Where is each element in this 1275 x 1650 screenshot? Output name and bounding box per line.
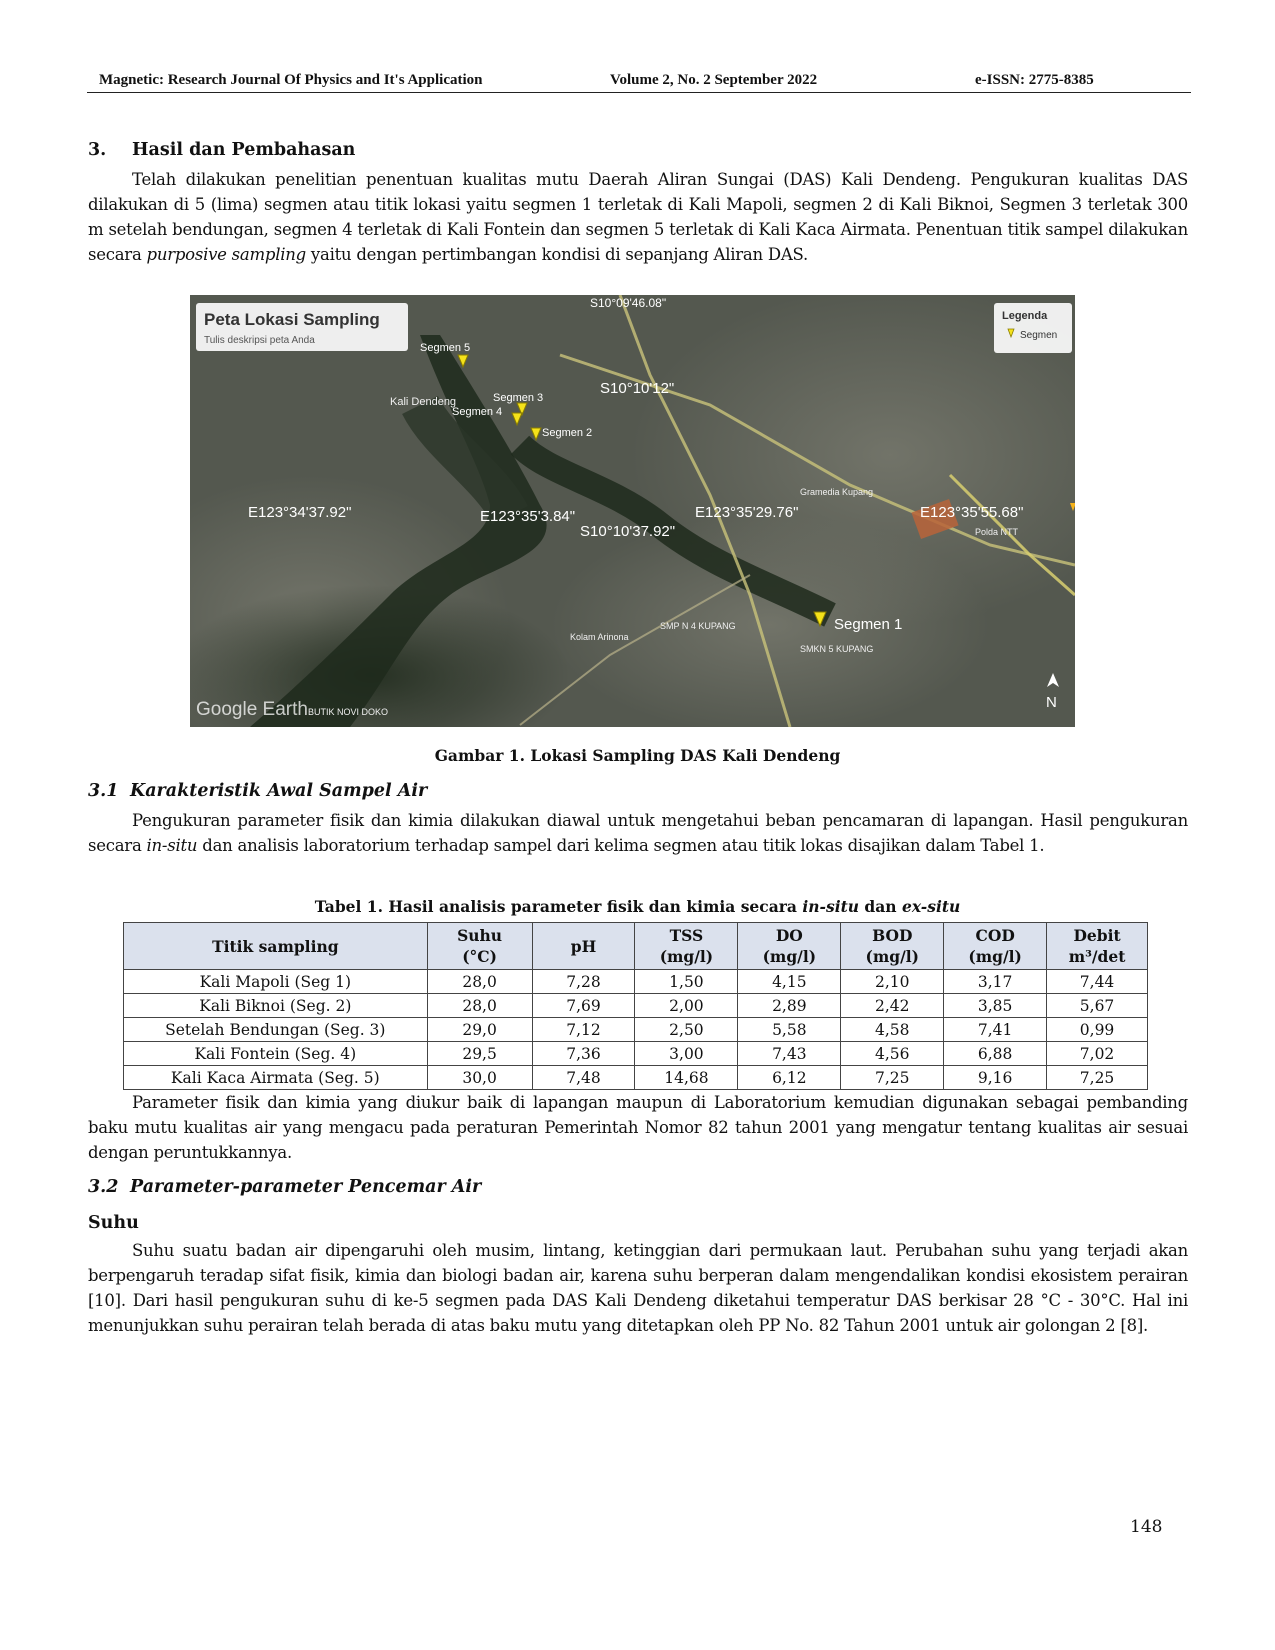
table-row: [124, 1066, 1148, 1090]
table-cell: Kali Mapoli (Seg 1): [124, 970, 428, 994]
header-cell: BOD (mg/l): [841, 923, 944, 970]
table-caption: [0, 897, 1275, 916]
coord-label: S10°10'12": [600, 380, 675, 397]
paragraph-text-end: dan analisis laboratorium terhadap sampel dari kelima segmen atau titik lokas disajikan dalam Tabel 1.: [197, 836, 1045, 855]
place-kali-dendeng: Kali Dendeng: [390, 396, 457, 408]
table-cell: 29,5: [427, 1042, 532, 1066]
header-cell: TSS (mg/l): [635, 923, 738, 970]
map-title: Peta Lokasi Sampling: [204, 310, 380, 329]
table-cell: 3,85: [944, 994, 1047, 1018]
page-number: 148: [1130, 1517, 1163, 1537]
coord-label: E123°35'3.84": [480, 508, 576, 525]
section-number: 3.: [88, 140, 107, 160]
table-cell: 7,28: [532, 970, 635, 994]
after-table-paragraph: [88, 1090, 1188, 1165]
table-cell: 2,00: [635, 994, 738, 1018]
place-gramedia: Gramedia Kupang: [800, 487, 874, 497]
paragraph-text: Telah dilakukan penelitian penentuan kualitas mutu Daerah Aliran Sungai (DAS) Kali Dendeng. Pengukuran kualitas DAS dilakukan di 5 (lima) segmen atau titik lokasi yaitu segmen 1 terletak di Kali Mapoli, segmen 2 di Kali Biknoi, Segmen 3 terletak 300 m setelah bendungan, segmen 4 terletak di Kali Fontein dan segmen 5 terletak di Kali Kaca Airmata. Penentuan titik sampel dilakukan secara: [88, 170, 1188, 264]
table-cell: 4,58: [841, 1018, 944, 1042]
coord-label: S10°09'46.08": [590, 296, 667, 310]
table-cell: 7,41: [944, 1018, 1047, 1042]
table-cell: 4,56: [841, 1042, 944, 1066]
header-cell: pH: [532, 923, 635, 970]
coord-label: E123°35'29.76": [695, 504, 799, 521]
label-segmen-5: Segmen 5: [420, 342, 471, 354]
table-cell: Kali Fontein (Seg. 4): [124, 1042, 428, 1066]
header-cell: DO (mg/l): [738, 923, 841, 970]
sampling-location-map: [190, 295, 1075, 727]
section-3-heading: [88, 140, 1188, 160]
paragraph-text: Parameter fisik dan kimia yang diukur baik di lapangan maupun di Laboratorium kemudian digunakan sebagai pembanding baku mutu kualitas air yang mengacu pada peraturan Pemerintah Nomor 82 tahun 2001 yang mengatur tentang kualitas air sesuai dengan peruntukkannya.: [88, 1093, 1188, 1162]
table-cell: Kali Biknoi (Seg. 2): [124, 994, 428, 1018]
legend-title: Legenda: [1002, 310, 1048, 322]
table-cell: 7,25: [1047, 1066, 1148, 1090]
paragraph-emphasis: in-situ: [146, 836, 198, 855]
place-kolam: Kolam Arinona: [570, 632, 629, 642]
place-polda: Polda NTT: [975, 527, 1019, 537]
paragraph-text: Pengukuran parameter fisik dan kimia dilakukan diawal untuk mengetahui beban pencamaran di lapangan. Hasil pengukuran secara: [88, 811, 1188, 855]
subsection-number: 3.1: [88, 781, 119, 801]
issn: e-ISSN: 2775-8385: [975, 72, 1094, 88]
header-cell: Titik sampling: [124, 923, 428, 970]
section-3-1-paragraph: [88, 808, 1188, 858]
table-cell: 7,02: [1047, 1042, 1148, 1066]
table-cell: 7,44: [1047, 970, 1148, 994]
label-segmen-2: Segmen 2: [542, 427, 593, 439]
table-cell: 2,50: [635, 1018, 738, 1042]
paragraph-emphasis: purposive sampling: [146, 245, 306, 264]
section-3-paragraph: [88, 167, 1188, 267]
table-cell: 7,12: [532, 1018, 635, 1042]
table-cell: Setelah Bendungan (Seg. 3): [124, 1018, 428, 1042]
results-table: [123, 922, 1148, 1090]
header-cell: COD (mg/l): [944, 923, 1047, 970]
table-cell: 14,68: [635, 1066, 738, 1090]
legend-item: Segmen: [1020, 330, 1058, 341]
header-cell: Suhu (°C): [427, 923, 532, 970]
table-cell: 7,36: [532, 1042, 635, 1066]
label-segmen-3: Segmen 3: [493, 392, 544, 404]
table-cell: 30,0: [427, 1066, 532, 1090]
suhu-paragraph: [88, 1238, 1188, 1338]
map-canvas: [190, 295, 1075, 727]
table-cell: 7,69: [532, 994, 635, 1018]
table-cell: 1,50: [635, 970, 738, 994]
table-cell: 28,0: [427, 970, 532, 994]
table-cell: 4,15: [738, 970, 841, 994]
table-cell: 7,43: [738, 1042, 841, 1066]
coord-label: E123°34'37.92": [248, 504, 352, 521]
north-label: N: [1046, 694, 1057, 711]
subsection-title: Parameter-parameter Pencemar Air: [130, 1177, 482, 1197]
table-cell: 7,25: [841, 1066, 944, 1090]
table-cell: 6,12: [738, 1066, 841, 1090]
paragraph-text-end: yaitu dengan pertimbangan kondisi di sepanjang Aliran DAS.: [305, 245, 808, 264]
table-cell: 29,0: [427, 1018, 532, 1042]
running-header: [87, 70, 1191, 93]
table-cell: 9,16: [944, 1066, 1047, 1090]
table-row: [124, 1042, 1148, 1066]
table-cell: 28,0: [427, 994, 532, 1018]
table-cell: 2,10: [841, 970, 944, 994]
table-cell: 5,58: [738, 1018, 841, 1042]
table-caption-emphasis: in-situ: [802, 897, 860, 916]
table-caption-text: Tabel 1. Hasil analisis parameter fisik dan kimia secara: [314, 897, 803, 916]
table-cell: 2,89: [738, 994, 841, 1018]
table-cell: 2,42: [841, 994, 944, 1018]
table-cell: 7,48: [532, 1066, 635, 1090]
table-cell: 3,17: [944, 970, 1047, 994]
map-subtitle: Tulis deskripsi peta Anda: [204, 335, 315, 346]
place-butik: BUTIK NOVI DOKO: [308, 707, 389, 717]
suhu-heading: Suhu: [88, 1213, 139, 1233]
volume-info: Volume 2, No. 2 September 2022: [610, 72, 818, 88]
table-row: [124, 1018, 1148, 1042]
coord-label: E123°35'55.68": [920, 504, 1024, 521]
figure-caption: Gambar 1. Lokasi Sampling DAS Kali Dendeng: [434, 746, 841, 765]
table-cell: 6,88: [944, 1042, 1047, 1066]
section-3-1-heading: [88, 781, 427, 801]
label-segmen-4: Segmen 4: [452, 406, 503, 418]
table-cell: 0,99: [1047, 1018, 1148, 1042]
table-cell: Kali Kaca Airmata (Seg. 5): [124, 1066, 428, 1090]
header-cell: Debit m³/det: [1047, 923, 1148, 970]
table-cell: 3,00: [635, 1042, 738, 1066]
journal-name: Magnetic: Research Journal Of Physics and It's Application: [99, 72, 483, 88]
table-header-row: [124, 923, 1148, 970]
section-title: Hasil dan Pembahasan: [132, 140, 356, 160]
subsection-number: 3.2: [88, 1177, 119, 1197]
label-segmen-1: Segmen 1: [834, 616, 903, 633]
paragraph-text: Suhu suatu badan air dipengaruhi oleh musim, lintang, ketinggian dari permukaan laut. Perubahan suhu yang terjadi akan berpengaruh teradap sifat fisik, kimia dan biologi badan air, karena suhu berperan dalam mengendalikan kondisi ekosistem perairan [10]. Dari hasil pengukuran suhu di ke-5 segmen pada DAS Kali Dendeng diketahui temperatur DAS berkisar 28 °C - 30°C. Hal ini menunjukkan suhu perairan telah berada di atas baku mutu yang ditetapkan oleh PP No. 82 Tahun 2001 untuk air golongan 2 [8].: [88, 1241, 1188, 1335]
google-earth-watermark: Google Earth: [196, 699, 308, 720]
place-smp: SMP N 4 KUPANG: [660, 621, 736, 631]
subsection-title: Karakteristik Awal Sampel Air: [130, 781, 428, 801]
section-3-2-heading: [88, 1177, 481, 1197]
table-row: [124, 970, 1148, 994]
coord-label: S10°10'37.92": [580, 523, 676, 540]
place-smkn: SMKN 5 KUPANG: [800, 644, 874, 654]
table-caption-emphasis: ex-situ: [901, 897, 961, 916]
table-caption-text: dan: [859, 897, 902, 916]
table-cell: 5,67: [1047, 994, 1148, 1018]
table-row: [124, 994, 1148, 1018]
urban-area: [550, 515, 990, 727]
